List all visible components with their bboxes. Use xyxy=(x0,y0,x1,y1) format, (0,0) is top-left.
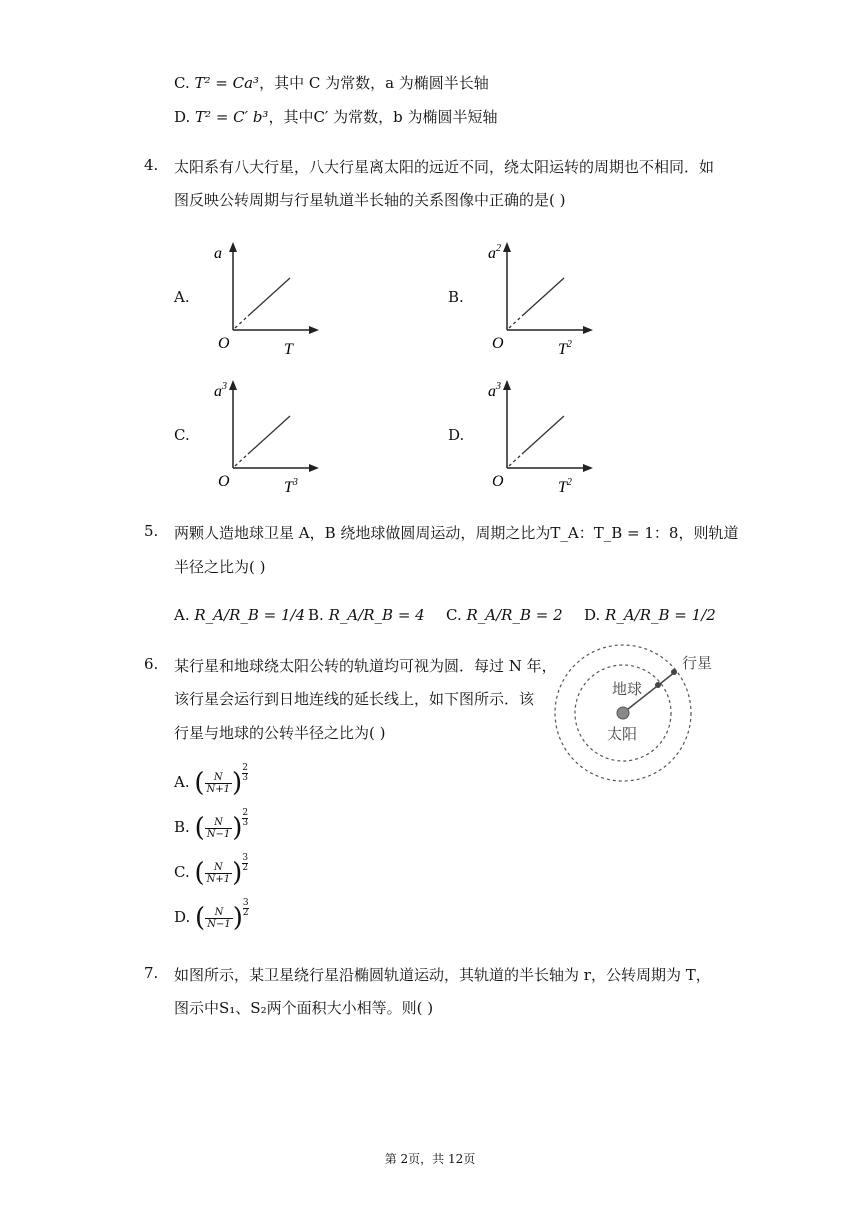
q6-option: B. ( $\frac{N}{N-1}$ ) $\frac{2}{3}$ xyxy=(174,808,249,843)
orbit-diagram xyxy=(550,640,726,810)
option-label: B. xyxy=(174,818,190,836)
origin-label: O xyxy=(492,473,504,490)
option-label: D. xyxy=(174,108,191,126)
x-axis-arrow xyxy=(583,326,593,334)
y-axis-label: $a^3$ xyxy=(488,381,501,400)
option-label: C. xyxy=(174,863,190,881)
graph-plot xyxy=(210,240,330,360)
x-axis-label: $T^2$ xyxy=(558,477,572,496)
question-5-line-2: 半径之比为( ) xyxy=(174,558,266,576)
earth-dot xyxy=(655,682,661,688)
data-line xyxy=(522,416,564,454)
data-line xyxy=(248,416,290,454)
option-text: ，其中C′ 为常数，b 为椭圆半短轴 xyxy=(268,108,498,126)
graph-plot xyxy=(484,240,604,360)
graph-option-label: A. xyxy=(174,288,190,306)
question-6-line-2: 该行星会运行到日地连线的延长线上，如下图所示．该 xyxy=(174,690,535,708)
question-7-line-2: 图示中S₁、S₂两个面积大小相等。则( ) xyxy=(174,999,434,1017)
x-axis-arrow xyxy=(309,326,319,334)
option-label: A. xyxy=(174,773,190,791)
q6-option: A. ( $\frac{N}{N+1}$ ) $\frac{2}{3}$ xyxy=(174,763,248,798)
question-6-line-1: 某行星和地球绕太阳公转的轨道均可视为圆．每过 N 年， xyxy=(174,657,557,675)
option-d-prev xyxy=(174,106,497,127)
page-footer: 第 2页，共 12页 xyxy=(384,1152,476,1166)
dashed-segment xyxy=(235,454,248,466)
question-6-line-3: 行星与地球的公转半径之比为( ) xyxy=(174,724,386,742)
x-axis-label: $T^2$ xyxy=(558,339,572,358)
y-axis-arrow xyxy=(229,242,237,252)
y-axis-label: $a^3$ xyxy=(214,381,227,400)
question-number: 6. xyxy=(144,655,159,673)
question-7-line-1: 如图所示，某卫星绕行星沿椭圆轨道运动，其轨道的半长轴为 r，公转周期为 T， xyxy=(174,966,711,984)
option-label: D. xyxy=(174,908,191,926)
data-line xyxy=(248,278,290,316)
option-c-prev xyxy=(174,72,489,93)
q5-option-a: A. R_A/R_B = 1/4 xyxy=(174,606,306,624)
origin-label: O xyxy=(218,473,230,490)
x-axis-label: $T^3$ xyxy=(284,477,298,496)
planet-dot xyxy=(671,669,677,675)
y-axis-arrow xyxy=(503,380,511,390)
question-number: 5. xyxy=(144,522,159,540)
question-4-line-2: 图反映公转周期与行星轨道半长轴的关系图像中正确的是( ) xyxy=(174,191,566,209)
sun-label: 太阳 xyxy=(607,725,638,743)
equation: T² = Ca³ xyxy=(194,74,260,92)
data-line xyxy=(522,278,564,316)
graph-plot xyxy=(210,378,330,498)
dashed-segment xyxy=(509,316,522,328)
graph-option-label: B. xyxy=(448,288,464,306)
question-number: 7. xyxy=(144,964,159,982)
graph-option-label: C. xyxy=(174,426,190,444)
sun-icon xyxy=(617,707,629,719)
option-label: C. xyxy=(174,74,190,92)
y-axis-arrow xyxy=(229,380,237,390)
equation: T² = C′ b³ xyxy=(195,108,269,126)
question-number: 4. xyxy=(144,156,159,174)
earth-label: 地球 xyxy=(612,680,643,698)
q6-option: D. ( $\frac{N}{N-1}$ ) $\frac{3}{2}$ xyxy=(174,898,249,933)
dashed-segment xyxy=(509,454,522,466)
x-axis-label: T xyxy=(284,341,293,358)
q5-option-d: D. R_A/R_B = 1/2 xyxy=(584,606,716,624)
y-axis-arrow xyxy=(503,242,511,252)
origin-label: O xyxy=(218,335,230,352)
q5-option-b: B. R_A/R_B = 4 xyxy=(308,606,425,624)
graph-plot xyxy=(484,378,604,498)
question-5-line-1: 两颗人造地球卫星 A，B 绕地球做圆周运动，周期之比为T_A：T_B = 1：8，则轨道 xyxy=(174,524,739,542)
option-text: ，其中 C 为常数，a 为椭圆半长轴 xyxy=(259,74,489,92)
x-axis-arrow xyxy=(583,464,593,472)
x-axis-arrow xyxy=(309,464,319,472)
question-4-line-1: 太阳系有八大行星，八大行星离太阳的远近不同，绕太阳运转的周期也不相同．如 xyxy=(174,158,715,176)
y-axis-label: a xyxy=(214,245,222,262)
dashed-segment xyxy=(235,316,248,328)
y-axis-label: $a^2$ xyxy=(488,243,501,262)
origin-label: O xyxy=(492,335,504,352)
q6-option: C. ( $\frac{N}{N+1}$ ) $\frac{3}{2}$ xyxy=(174,853,249,888)
q5-option-c: C. R_A/R_B = 2 xyxy=(446,606,563,624)
planet-label: 行星 xyxy=(682,654,713,672)
graph-option-label: D. xyxy=(448,426,465,444)
